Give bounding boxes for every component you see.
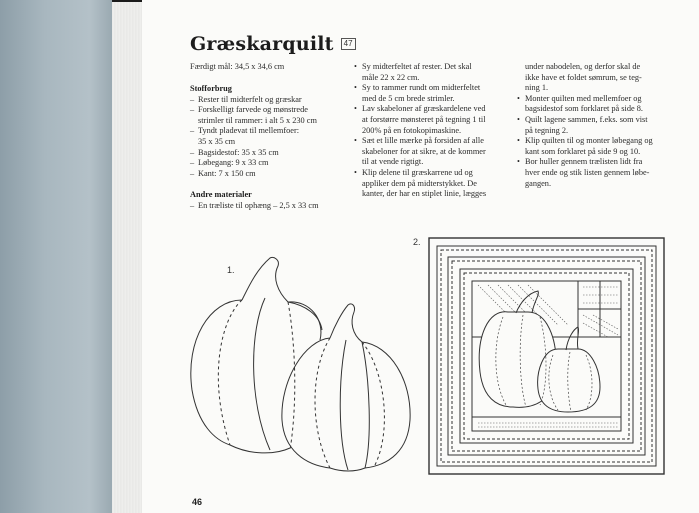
list-item: ning 1.: [525, 83, 549, 93]
book-page-edges: [112, 2, 142, 513]
instructions-column-1: [354, 62, 514, 200]
other-materials-heading: Andre materialer: [190, 190, 252, 200]
list-item: strimler til rammer: i alt 5 x 230 cm: [198, 115, 317, 125]
large-pumpkin-left-lobe: [191, 300, 242, 445]
instructions-list-1: [354, 62, 514, 200]
instructions-list-2: [517, 62, 687, 189]
list-item: hver ende og stik listen gennem løbe-: [525, 167, 650, 177]
list-item: • Lav skabeloner af græskardelene ved: [354, 104, 514, 115]
list-item: – Bagsidestof: 35 x 35 cm: [190, 148, 340, 159]
figure-1-label: 1.: [227, 265, 235, 275]
list-item: at forstørre mønsteret på tegning 1 til: [362, 114, 486, 124]
list-item: – Tyndt pladevat til mellemfoer:: [190, 126, 340, 137]
small-pumpkin-lobe: [362, 342, 369, 468]
list-item: med de 5 cm brede strimler.: [362, 93, 455, 103]
materials-heading: Stofforbrug: [190, 84, 232, 93]
other-materials-list: [190, 201, 340, 212]
list-item: ikke have et foldet sømrum, se teg-: [525, 72, 642, 82]
quilt-small-pumpkin-stem: [566, 327, 579, 350]
page-number: 46: [192, 497, 203, 507]
large-pumpkin-stem: [242, 257, 288, 302]
list-item: • Klip delene til græskarrene ud og: [354, 168, 514, 179]
list-item: • Sy to rammer rundt om midterfeltet: [354, 83, 514, 94]
small-pumpkin-lobe: [340, 340, 348, 470]
list-item: gangen.: [525, 178, 552, 188]
large-pumpkin-bottom: [230, 445, 290, 453]
figure-2-label: 2.: [413, 237, 421, 247]
list-item: bagsidestof som forklaret på side 8.: [525, 104, 643, 114]
figure-1-pumpkin-pattern: [170, 250, 420, 475]
list-item: 35 x 35 cm: [198, 136, 236, 146]
list-item: – Løbegang: 9 x 33 cm: [190, 158, 340, 169]
list-item: • Sy midterfeltet af rester. Det skal: [354, 62, 514, 73]
list-item: måle 22 x 22 cm.: [362, 72, 420, 82]
instructions-column-2: [517, 62, 687, 189]
list-item: – Kant: 7 x 150 cm: [190, 169, 340, 180]
list-item: kanter, der har en stiplet linie, lægges: [362, 189, 487, 199]
page-ref-badge: 47: [341, 38, 356, 50]
list-item: • Sæt et lille mærke på forsiden af alle: [354, 136, 514, 147]
list-item: på tegning 2.: [525, 125, 569, 135]
quilt-small-pumpkin: [538, 349, 600, 412]
materials-column: [190, 84, 340, 212]
large-pumpkin-lobe: [218, 300, 242, 445]
left-page-cover: [0, 0, 112, 513]
list-item: • Klip quilten til og monter løbegang og: [517, 136, 687, 147]
large-pumpkin-lobe: [254, 298, 270, 450]
small-pumpkin-lobe: [315, 338, 330, 468]
list-item: skabeloner for at sikre, at de kommer: [362, 146, 486, 156]
list-item: • Monter quilten med mellemfoer og: [517, 94, 687, 105]
finished-size: Færdigt mål: 34,5 x 34,6 cm: [190, 62, 285, 71]
list-item: 200% på en fotokopimaskine.: [362, 125, 462, 135]
list-item: under nabodelen, og derfor skal de: [525, 62, 641, 71]
materials-list: [190, 95, 340, 180]
page-title: Græskarquilt: [190, 33, 334, 55]
list-item: til at vende rigtigt.: [362, 157, 424, 167]
title-row: [190, 33, 356, 55]
large-pumpkin-lobe: [288, 302, 295, 450]
list-item: kant som forklaret på side 9 og 10.: [525, 146, 641, 156]
list-item: • Bor huller gennem trælisten lidt fra: [517, 157, 687, 168]
list-item: appliker dem på midterstykket. De: [362, 178, 477, 188]
list-item: – Rester til midterfelt og græskar: [190, 95, 340, 106]
list-item: – Forskelligt farvede og mønstrede: [190, 105, 340, 116]
list-item: – En træliste til ophæng – 2,5 x 33 cm: [190, 201, 340, 212]
list-item: • Quilt lagene sammen, f.eks. som vist: [517, 115, 687, 126]
figure-2-quilt-layout: [428, 237, 665, 475]
pumpkin-outlines: [191, 257, 410, 471]
small-pumpkin-stem: [330, 304, 362, 342]
